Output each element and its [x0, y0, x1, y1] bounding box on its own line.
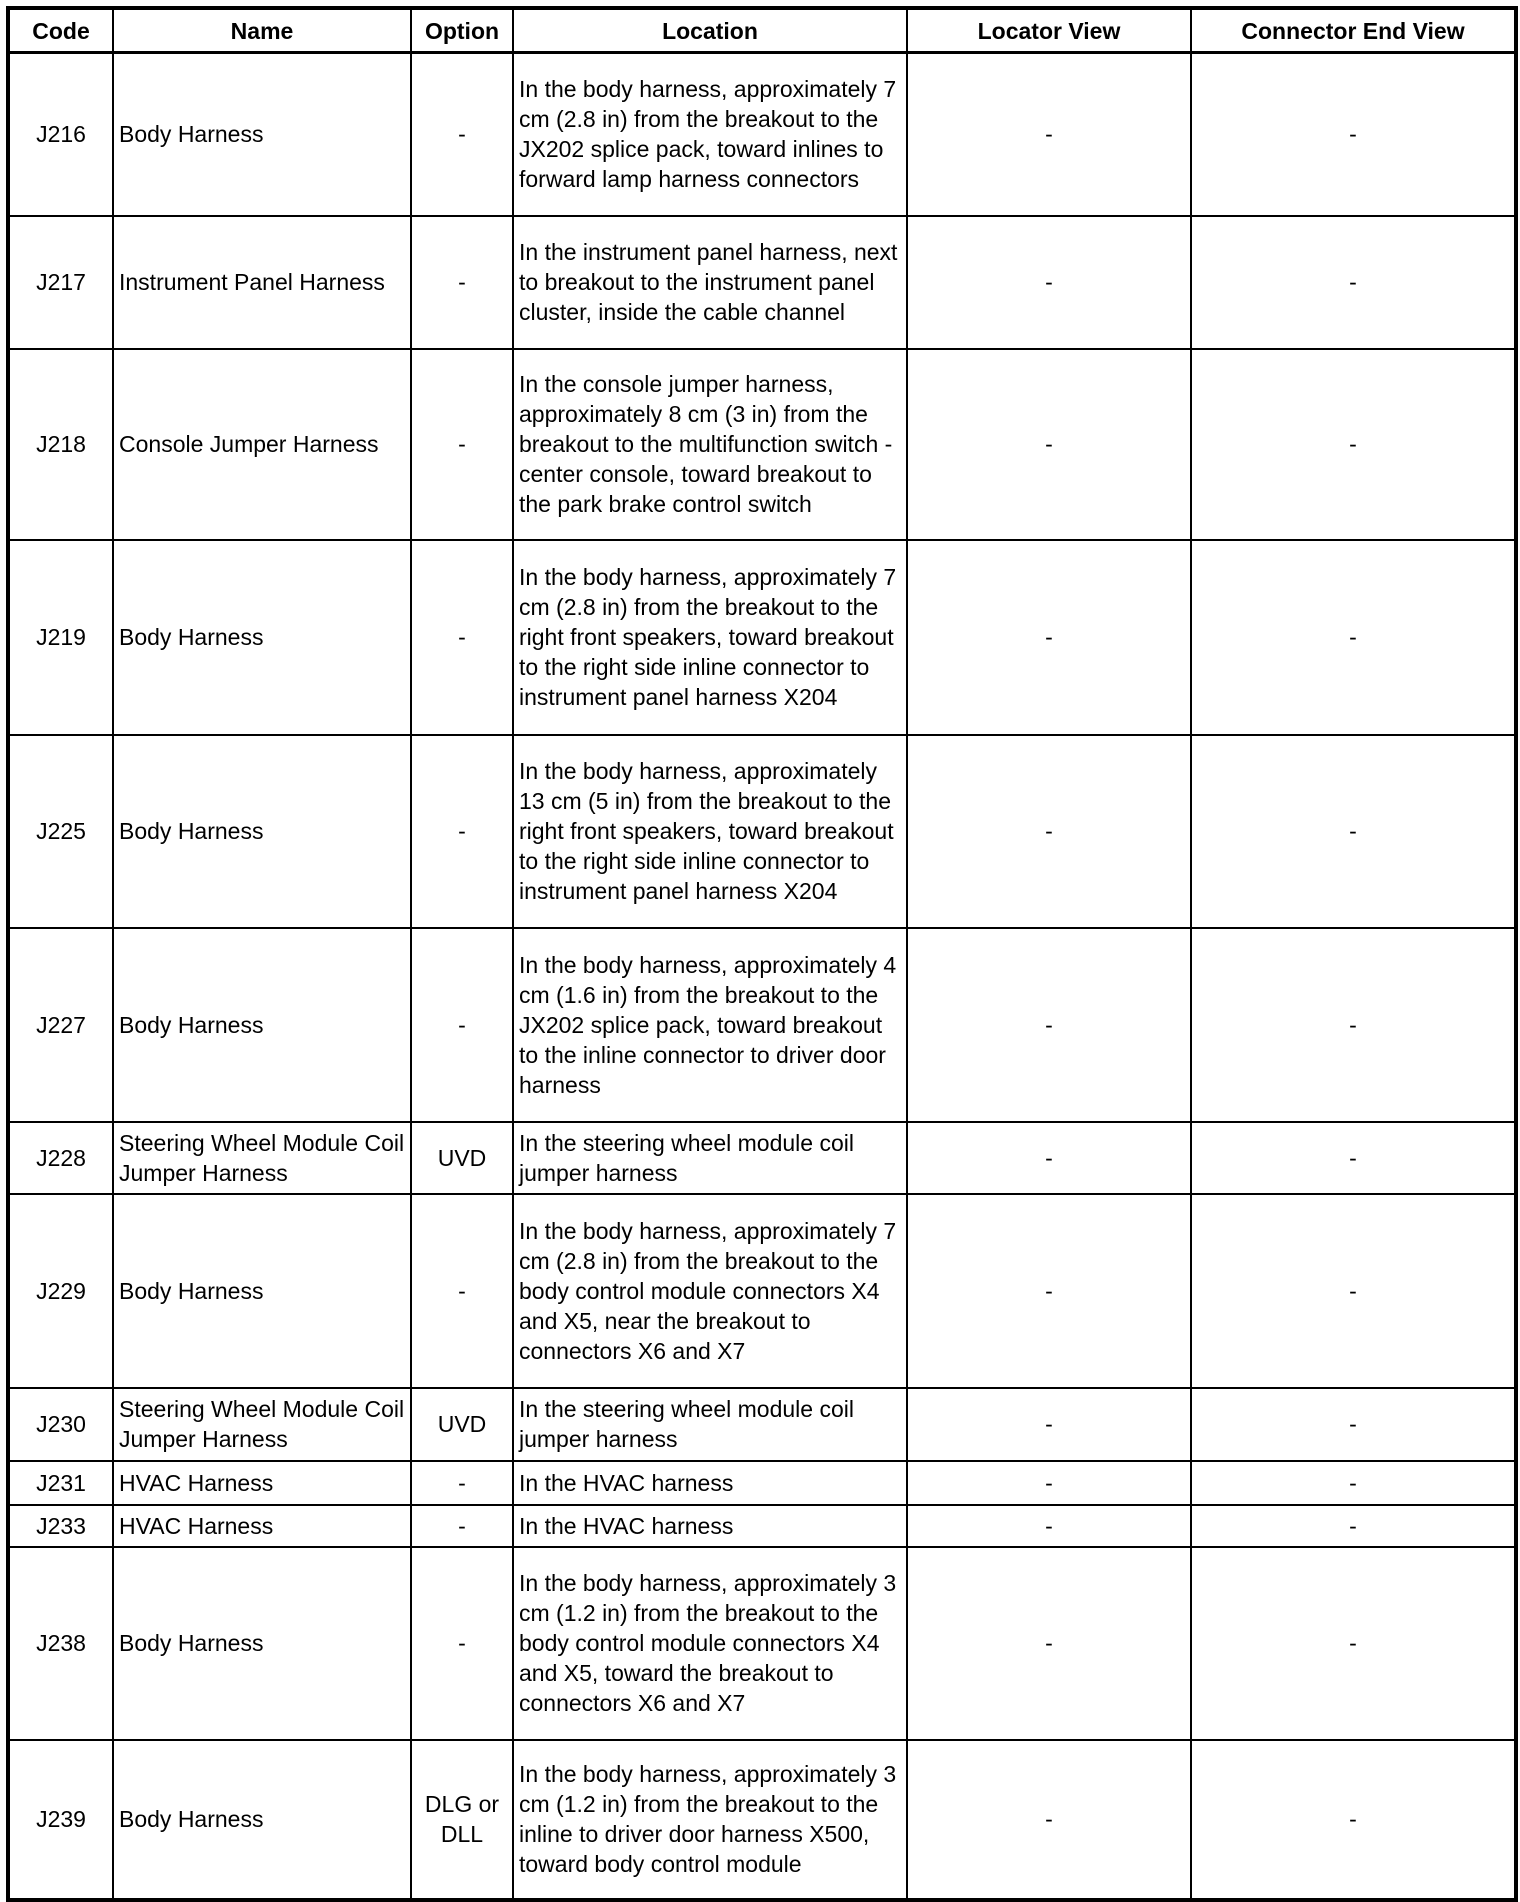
cell-locator-view: -	[907, 540, 1191, 735]
cell-locator-view: -	[907, 1740, 1191, 1900]
cell-option: UVD	[411, 1388, 513, 1461]
cell-code: J216	[8, 53, 113, 216]
cell-location: In the body harness, approximately 7 cm (2.8 in) from the breakout to the JX202 splice pack, toward inlines to forward lamp harness connectors	[513, 53, 907, 216]
cell-code: J231	[8, 1461, 113, 1505]
cell-connector-end-view: -	[1191, 540, 1516, 735]
cell-code: J238	[8, 1547, 113, 1740]
cell-connector-end-view: -	[1191, 216, 1516, 349]
cell-option: -	[411, 1194, 513, 1388]
cell-name: HVAC Harness	[113, 1461, 411, 1505]
cell-locator-view: -	[907, 1505, 1191, 1547]
cell-locator-view: -	[907, 53, 1191, 216]
table-row	[8, 1122, 1516, 1194]
cell-location: In the body harness, approximately 3 cm (1.2 in) from the breakout to the inline to driver door harness X500, toward body control module	[513, 1740, 907, 1900]
cell-connector-end-view: -	[1191, 1388, 1516, 1461]
cell-code: J218	[8, 349, 113, 540]
cell-name: Console Jumper Harness	[113, 349, 411, 540]
cell-connector-end-view: -	[1191, 1122, 1516, 1194]
cell-connector-end-view: -	[1191, 349, 1516, 540]
table-row	[8, 1194, 1516, 1388]
cell-option: -	[411, 540, 513, 735]
cell-locator-view: -	[907, 216, 1191, 349]
cell-code: J230	[8, 1388, 113, 1461]
cell-location: In the HVAC harness	[513, 1461, 907, 1505]
table-row	[8, 1547, 1516, 1740]
cell-option: -	[411, 735, 513, 928]
table-row	[8, 540, 1516, 735]
cell-name: Steering Wheel Module Coil Jumper Harness	[113, 1388, 411, 1461]
cell-name: Instrument Panel Harness	[113, 216, 411, 349]
cell-option: -	[411, 928, 513, 1122]
connector-table	[6, 6, 1518, 1902]
header-code: Code	[8, 8, 113, 53]
cell-locator-view: -	[907, 1547, 1191, 1740]
cell-locator-view: -	[907, 928, 1191, 1122]
table-row	[8, 349, 1516, 540]
table-row	[8, 53, 1516, 216]
cell-code: J229	[8, 1194, 113, 1388]
cell-connector-end-view: -	[1191, 1505, 1516, 1547]
cell-location: In the body harness, approximately 7 cm (2.8 in) from the breakout to the body control module connectors X4 and X5, near the breakout to connectors X6 and X7	[513, 1194, 907, 1388]
cell-option: -	[411, 1461, 513, 1505]
cell-location: In the body harness, approximately 3 cm (1.2 in) from the breakout to the body control module connectors X4 and X5, toward the breakout to connectors X6 and X7	[513, 1547, 907, 1740]
table-row	[8, 1388, 1516, 1461]
cell-location: In the steering wheel module coil jumper harness	[513, 1388, 907, 1461]
cell-name: Body Harness	[113, 735, 411, 928]
cell-connector-end-view: -	[1191, 1194, 1516, 1388]
cell-option: DLG or DLL	[411, 1740, 513, 1900]
cell-location: In the instrument panel harness, next to breakout to the instrument panel cluster, inside the cable channel	[513, 216, 907, 349]
cell-name: Body Harness	[113, 1194, 411, 1388]
cell-connector-end-view: -	[1191, 53, 1516, 216]
cell-location: In the body harness, approximately 13 cm (5 in) from the breakout to the right front speakers, toward breakout to the right side inline connector to instrument panel harness X204	[513, 735, 907, 928]
header-location: Location	[513, 8, 907, 53]
cell-name: Steering Wheel Module Coil Jumper Harness	[113, 1122, 411, 1194]
cell-location: In the HVAC harness	[513, 1505, 907, 1547]
header-row	[8, 8, 1516, 53]
cell-location: In the console jumper harness, approximately 8 cm (3 in) from the breakout to the multifunction switch - center console, toward breakout to the park brake control switch	[513, 349, 907, 540]
cell-option: -	[411, 216, 513, 349]
cell-connector-end-view: -	[1191, 1461, 1516, 1505]
table-row	[8, 928, 1516, 1122]
table-row	[8, 735, 1516, 928]
cell-option: -	[411, 53, 513, 216]
cell-name: HVAC Harness	[113, 1505, 411, 1547]
header-name: Name	[113, 8, 411, 53]
cell-locator-view: -	[907, 349, 1191, 540]
cell-location: In the steering wheel module coil jumper harness	[513, 1122, 907, 1194]
cell-connector-end-view: -	[1191, 928, 1516, 1122]
table-row	[8, 216, 1516, 349]
cell-option: -	[411, 349, 513, 540]
cell-location: In the body harness, approximately 4 cm (1.6 in) from the breakout to the JX202 splice pack, toward breakout to the inline connector to driver door harness	[513, 928, 907, 1122]
cell-name: Body Harness	[113, 53, 411, 216]
cell-connector-end-view: -	[1191, 1547, 1516, 1740]
cell-code: J239	[8, 1740, 113, 1900]
table-row	[8, 1461, 1516, 1505]
cell-name: Body Harness	[113, 928, 411, 1122]
cell-locator-view: -	[907, 1194, 1191, 1388]
table-row	[8, 1740, 1516, 1900]
cell-location: In the body harness, approximately 7 cm (2.8 in) from the breakout to the right front speakers, toward breakout to the right side inline connector to instrument panel harness X204	[513, 540, 907, 735]
cell-code: J217	[8, 216, 113, 349]
cell-code: J227	[8, 928, 113, 1122]
header-locator-view: Locator View	[907, 8, 1191, 53]
cell-name: Body Harness	[113, 540, 411, 735]
cell-locator-view: -	[907, 1388, 1191, 1461]
cell-code: J228	[8, 1122, 113, 1194]
cell-connector-end-view: -	[1191, 735, 1516, 928]
cell-locator-view: -	[907, 735, 1191, 928]
cell-code: J225	[8, 735, 113, 928]
table-row	[8, 1505, 1516, 1547]
cell-code: J219	[8, 540, 113, 735]
cell-code: J233	[8, 1505, 113, 1547]
cell-connector-end-view: -	[1191, 1740, 1516, 1900]
cell-locator-view: -	[907, 1122, 1191, 1194]
cell-option: -	[411, 1505, 513, 1547]
cell-name: Body Harness	[113, 1740, 411, 1900]
header-connector-end-view: Connector End View	[1191, 8, 1516, 53]
cell-option: -	[411, 1547, 513, 1740]
cell-option: UVD	[411, 1122, 513, 1194]
cell-name: Body Harness	[113, 1547, 411, 1740]
cell-locator-view: -	[907, 1461, 1191, 1505]
header-option: Option	[411, 8, 513, 53]
